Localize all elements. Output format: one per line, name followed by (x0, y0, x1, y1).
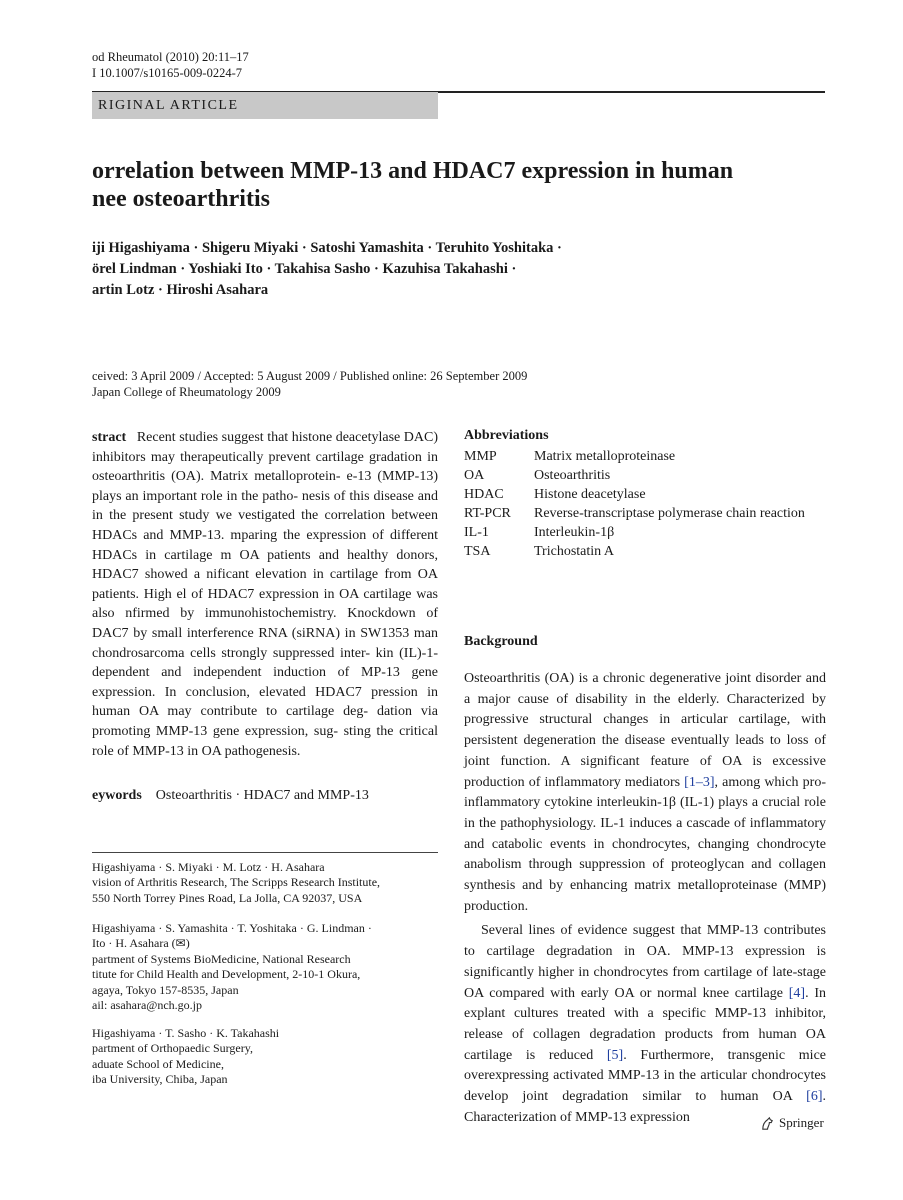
affiliation-line: titute for Child Health and Development, 2-10-1 Okura, (92, 967, 361, 982)
abbreviation-term: RT-PCR (464, 506, 511, 521)
affiliation-line: 550 North Torrey Pines Road, La Jolla, CA 92037, USA (92, 890, 363, 905)
abbreviation-row (464, 447, 826, 466)
background-text (464, 669, 826, 1128)
text-run: , among which pro-inflammatory cytokine interleukin-1β (IL-1) plays a crucial role in the pathophysiology. IL-1 induces a cascade of inflammatory and catabolic events in chondrocytes, changing chondrocyte anabolism through suppression of proteoglycan and collagen synthesis and by enhancing matrix metalloproteinase (MMP) production. (464, 774, 826, 914)
citation-link[interactable]: [1–3] (684, 774, 715, 790)
author-list (92, 238, 812, 301)
journal-citation: od Rheumatol (2010) 20:11–17 (92, 50, 249, 64)
abbreviations-heading: Abbreviations (464, 428, 549, 443)
abbreviation-definition: Matrix metalloproteinase (534, 449, 676, 464)
dates-line: ceived: 3 April 2009 / Accepted: 5 August 2009 / Published online: 26 September 2009 (92, 369, 528, 383)
affiliation-block (92, 1026, 438, 1088)
abbreviation-row (464, 466, 826, 485)
affiliation-line: aduate School of Medicine, (92, 1056, 224, 1071)
springer-horse-icon (760, 1116, 775, 1131)
abbreviation-definition: Osteoarthritis (534, 468, 611, 483)
affiliation-rule (92, 852, 438, 853)
abbreviation-row (464, 504, 826, 523)
affiliation-names: Higashiyama · S. Yamashita · T. Yoshitaka · G. Lindman · (92, 921, 372, 935)
title-line-2: nee osteoarthritis (92, 186, 270, 212)
abbreviation-definition: Histone deacetylase (534, 487, 646, 502)
title-line-1: orrelation between MMP-13 and HDAC7 expression in human (92, 158, 734, 184)
abbreviation-definition: Reverse-transcriptase polymerase chain reaction (534, 506, 805, 521)
abbreviation-term: HDAC (464, 487, 504, 502)
abbreviation-term: IL-1 (464, 525, 489, 540)
abstract (92, 428, 438, 761)
abbreviation-definition: Trichostatin A (534, 544, 614, 559)
affiliation-names: Ito · H. Asahara (✉) (92, 936, 190, 951)
author-line: örel Lindman · Yoshiaki Ito · Takahisa Sasho · Kazuhisa Takahashi · (92, 261, 517, 277)
text-run: . In explant cultures treated with a specific MMP-13 inhibitor, release of collagen degradation products from human OA cartilage is reduced (464, 985, 827, 1063)
author-line: artin Lotz · Hiroshi Asahara (92, 282, 269, 298)
affiliation-block (92, 860, 438, 906)
affiliation-block (92, 921, 438, 1013)
text-run: . Furthermore, transgenic mice overexpressing activated MMP-13 in the articular chondrocytes develop joint degradation similar to human OA (464, 1047, 826, 1105)
affiliation-line: agaya, Tokyo 157-8535, Japan (92, 982, 239, 997)
affiliation-line: iba University, Chiba, Japan (92, 1072, 228, 1087)
publisher-logo (760, 1115, 824, 1131)
received-info (92, 369, 812, 400)
citation-link[interactable]: [5] (606, 1047, 624, 1063)
text-run: . Characterization of MMP-13 expression (464, 1089, 826, 1125)
article-type-banner: RIGINAL ARTICLE (92, 92, 438, 119)
article-title (92, 157, 812, 213)
copyright-line: Japan College of Rheumatology 2009 (92, 384, 281, 399)
abbreviation-term: TSA (464, 544, 491, 559)
keywords (92, 786, 438, 806)
keywords-heading: eywords (92, 788, 142, 803)
background-paragraph-1 (464, 669, 826, 917)
keywords-text: Osteoarthritis · HDAC7 and MMP-13 (155, 788, 369, 803)
abbreviation-definition: Interleukin-1β (534, 525, 615, 540)
background-paragraph-2 (464, 921, 826, 1128)
affiliation-names: Higashiyama · S. Miyaki · M. Lotz · H. Asahara (92, 860, 325, 874)
citation-link[interactable]: [6] (806, 1089, 823, 1105)
background-heading: Background (464, 634, 538, 649)
abbreviation-term: MMP (464, 449, 497, 464)
affiliation-line: partment of Systems BioMedicine, National Research (92, 951, 351, 966)
affiliation-names: Higashiyama · T. Sasho · K. Takahashi (92, 1026, 280, 1040)
publisher-name: Springer (779, 1115, 824, 1130)
abbreviation-row (464, 523, 826, 542)
affiliation-line: partment of Orthopaedic Surgery, (92, 1041, 253, 1056)
abbreviation-row (464, 542, 826, 561)
author-line: iji Higashiyama · Shigeru Miyaki · Satoshi Yamashita · Teruhito Yoshitaka · (92, 240, 562, 256)
abbreviations (464, 426, 826, 561)
abstract-text: Recent studies suggest that histone deacetylase DAC) inhibitors may therapeutically prevent cartilage gradation in osteoarthritis (OA). Matrix metalloprotein- e-13 (MMP-13) plays an important role in the patho- nesis of this disease and in the present study we vestigated the correlation between HDACs and MMP-13. mparing the expression of different HDACs in cartilage m OA patients and healthy donors, HDAC7 showed a nificant elevation in cartilage from OA patients. High el of HDAC7 expression in OA cartilage was also nfirmed by immunohistochemistry. Knockdown of DAC7 by small interference RNA (siRNA) in SW1353 man chondrosarcoma cells strongly suppressed inter- kin (IL)-1-dependent and independent induction of MP-13 gene expression. In conclusion, elevated HDAC7 pression in human OA may contribute to cartilage deg- dation via promoting MMP-13 gene expression, sug- sting the critical role of MMP-13 in OA pathogenesis. (92, 430, 438, 759)
abbreviation-term: OA (464, 468, 485, 483)
text-run: Several lines of evidence suggest that MMP-13 contributes to cartilage degradation in OA. MMP-13 expression is significantly higher in chondrocytes from cartilage of late-stage OA compared with early OA or normal knee cartilage (464, 923, 826, 1001)
abstract-heading: stract (92, 430, 127, 445)
citation-link[interactable]: [4] (788, 985, 806, 1001)
doi: I 10.1007/s10165-009-0224-7 (92, 66, 242, 80)
affiliation-line: vision of Arthritis Research, The Scripps Research Institute, (92, 875, 381, 890)
email-line[interactable]: ail: asahara@nch.go.jp (92, 998, 203, 1013)
abbreviation-row (464, 485, 826, 504)
text-run: Osteoarthritis (OA) is a chronic degenerative joint disorder and a major cause of disability in the elderly. Characterized by progressive structural changes in articular cartilage, with persistent degeneration the disease eventually leads to loss of joint function. A significant feature of OA is excessive production of inflammatory mediators (464, 671, 826, 790)
